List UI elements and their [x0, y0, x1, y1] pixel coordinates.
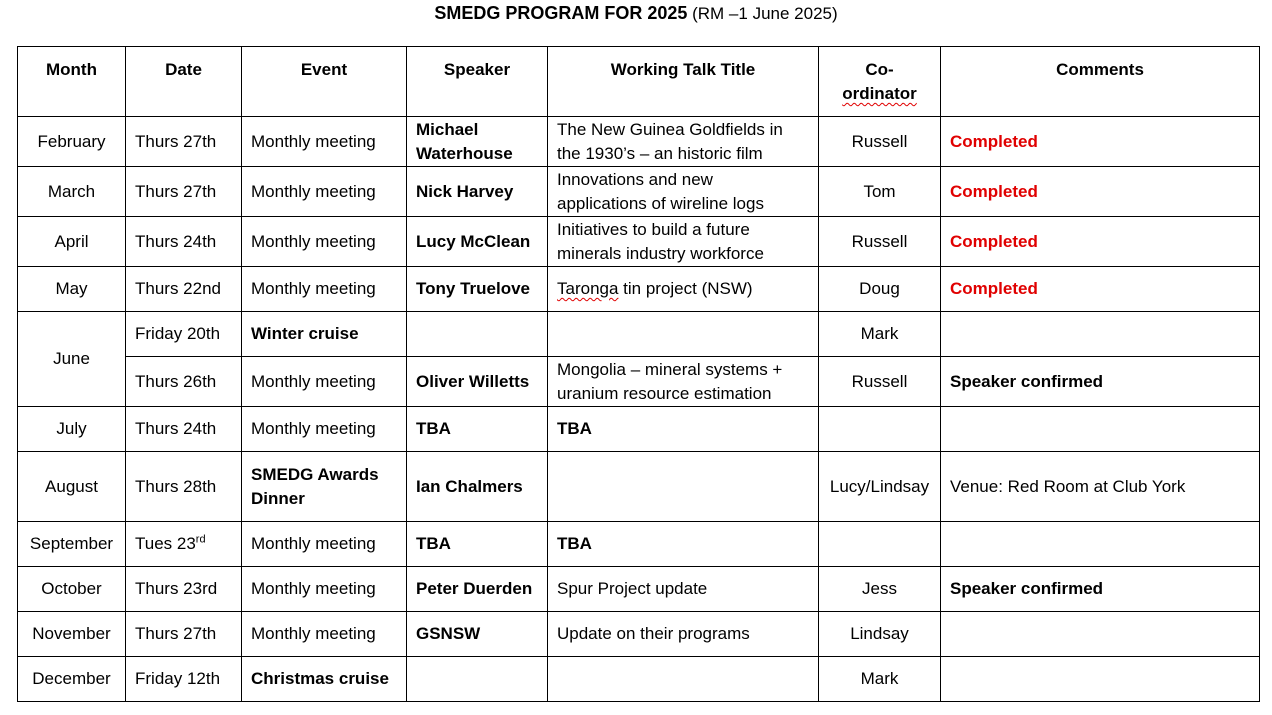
talk-cell — [548, 357, 819, 407]
program-table — [17, 46, 1260, 702]
header-event: Event — [242, 47, 407, 117]
speaker-cell — [407, 312, 548, 357]
header-month: Month — [18, 47, 126, 117]
coordinator-cell: Russell — [819, 357, 941, 407]
table-row — [18, 357, 1260, 407]
comment-cell: Venue: Red Room at Club York — [941, 452, 1260, 522]
date-suffix: rd — [195, 533, 206, 546]
title-sub: (RM –1 June 2025) — [687, 4, 838, 23]
header-coordinator — [819, 47, 941, 117]
table-row — [18, 522, 1260, 567]
month-cell: September — [18, 522, 126, 567]
date-cell: Friday 12th — [126, 657, 242, 702]
comment-cell — [941, 312, 1260, 357]
event-cell: Monthly meeting — [242, 357, 407, 407]
event-cell: Winter cruise — [242, 312, 407, 357]
talk-cell: TBA — [548, 407, 819, 452]
talk-cell — [548, 312, 819, 357]
comment-cell — [941, 657, 1260, 702]
talk-line1: Innovations and new — [557, 169, 713, 189]
coordinator-cell: Doug — [819, 267, 941, 312]
talk-line2: uranium resource estimation — [557, 383, 772, 403]
date-cell: Thurs 23rd — [126, 567, 242, 612]
month-cell: July — [18, 407, 126, 452]
talk-cell: Spur Project update — [548, 567, 819, 612]
coordinator-cell — [819, 522, 941, 567]
table-row — [18, 612, 1260, 657]
table-row — [18, 452, 1260, 522]
date-cell: Thurs 26th — [126, 357, 242, 407]
event-cell: Monthly meeting — [242, 217, 407, 267]
speaker-cell: Lucy McClean — [407, 217, 548, 267]
event-cell: Monthly meeting — [242, 407, 407, 452]
event-cell: Monthly meeting — [242, 267, 407, 312]
status-completed: Completed — [941, 217, 1260, 267]
speaker-cell: TBA — [407, 407, 548, 452]
talk-cell — [548, 167, 819, 217]
talk-line2: applications of wireline logs — [557, 193, 764, 213]
event-cell: Monthly meeting — [242, 117, 407, 167]
month-cell: December — [18, 657, 126, 702]
speaker-cell: Peter Duerden — [407, 567, 548, 612]
month-cell: March — [18, 167, 126, 217]
talk-line1: The New Guinea Goldfields in — [557, 119, 783, 139]
header-comments: Comments — [941, 47, 1260, 117]
event-cell: Monthly meeting — [242, 167, 407, 217]
talk-line2: minerals industry workforce — [557, 243, 764, 263]
table-row — [18, 657, 1260, 702]
status-completed: Completed — [941, 117, 1260, 167]
event-cell: Monthly meeting — [242, 567, 407, 612]
coordinator-cell: Lindsay — [819, 612, 941, 657]
coordinator-cell: Mark — [819, 312, 941, 357]
speaker-cell: Ian Chalmers — [407, 452, 548, 522]
coordinator-cell: Mark — [819, 657, 941, 702]
speaker-cell: Oliver Willetts — [407, 357, 548, 407]
coordinator-cell: Jess — [819, 567, 941, 612]
speaker-cell: Nick Harvey — [407, 167, 548, 217]
month-cell: April — [18, 217, 126, 267]
month-cell: February — [18, 117, 126, 167]
month-cell: May — [18, 267, 126, 312]
date-text: Tues 23 — [135, 534, 196, 553]
date-cell: Friday 20th — [126, 312, 242, 357]
document-title — [0, 0, 1272, 28]
talk-rest: tin project (NSW) — [618, 279, 753, 298]
coordinator-cell: Russell — [819, 117, 941, 167]
event-cell: Monthly meeting — [242, 522, 407, 567]
speaker-cell: TBA — [407, 522, 548, 567]
speaker-cell: GSNSW — [407, 612, 548, 657]
comment-cell — [941, 522, 1260, 567]
event-line2: Dinner — [251, 488, 305, 508]
speaker-cell — [407, 657, 548, 702]
talk-line1: Mongolia – mineral systems + — [557, 359, 783, 379]
header-date: Date — [126, 47, 242, 117]
talk-cell — [548, 117, 819, 167]
table-row — [18, 217, 1260, 267]
month-cell: August — [18, 452, 126, 522]
talk-cell — [548, 217, 819, 267]
table-row — [18, 117, 1260, 167]
header-talk-title: Working Talk Title — [548, 47, 819, 117]
coordinator-cell: Lucy/Lindsay — [819, 452, 941, 522]
title-main: SMEDG PROGRAM FOR 2025 — [434, 3, 688, 23]
header-speaker: Speaker — [407, 47, 548, 117]
talk-cell — [548, 657, 819, 702]
event-cell: Christmas cruise — [242, 657, 407, 702]
header-row — [18, 47, 1260, 117]
month-cell: October — [18, 567, 126, 612]
month-cell: November — [18, 612, 126, 657]
date-cell: Thurs 27th — [126, 117, 242, 167]
date-cell: Thurs 24th — [126, 407, 242, 452]
speaker-cell — [407, 117, 548, 167]
header-coordinator-line1: Co- — [865, 60, 894, 79]
speaker-line1: Michael — [416, 119, 479, 139]
table-row — [18, 312, 1260, 357]
month-cell: June — [18, 312, 126, 407]
comment-cell: Speaker confirmed — [941, 567, 1260, 612]
status-completed: Completed — [941, 267, 1260, 312]
comment-cell — [941, 407, 1260, 452]
date-cell: Thurs 27th — [126, 612, 242, 657]
date-cell: Thurs 22nd — [126, 267, 242, 312]
event-cell: Monthly meeting — [242, 612, 407, 657]
talk-line2: the 1930’s – an historic film — [557, 143, 763, 163]
table-row — [18, 567, 1260, 612]
talk-place-name: Taronga — [557, 279, 619, 298]
talk-cell — [548, 267, 819, 312]
status-completed: Completed — [941, 167, 1260, 217]
event-cell — [242, 452, 407, 522]
talk-cell: Update on their programs — [548, 612, 819, 657]
date-cell: Thurs 24th — [126, 217, 242, 267]
talk-cell: TBA — [548, 522, 819, 567]
talk-line1: Initiatives to build a future — [557, 219, 750, 239]
coordinator-cell — [819, 407, 941, 452]
event-line1: SMEDG Awards — [251, 464, 379, 484]
table-row — [18, 407, 1260, 452]
date-cell — [126, 522, 242, 567]
coordinator-cell: Russell — [819, 217, 941, 267]
table-row — [18, 167, 1260, 217]
header-coordinator-line2: ordinator — [842, 84, 917, 103]
talk-cell — [548, 452, 819, 522]
date-cell: Thurs 28th — [126, 452, 242, 522]
comment-cell: Speaker confirmed — [941, 357, 1260, 407]
speaker-cell: Tony Truelove — [407, 267, 548, 312]
table-row — [18, 267, 1260, 312]
date-cell: Thurs 27th — [126, 167, 242, 217]
speaker-line2: Waterhouse — [416, 143, 513, 163]
coordinator-cell: Tom — [819, 167, 941, 217]
comment-cell — [941, 612, 1260, 657]
